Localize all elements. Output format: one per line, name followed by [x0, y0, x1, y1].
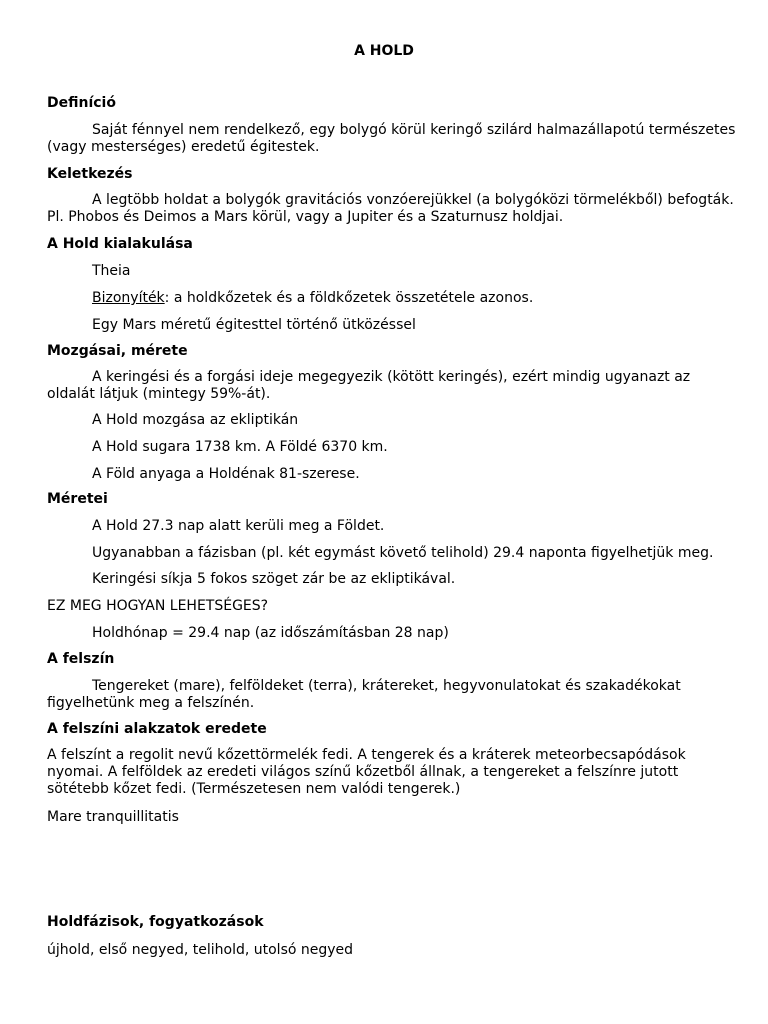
- kialakulas-proof: [92, 290, 533, 307]
- definicio-text: Saját fénnyel nem rendelkező, egy bolygó körül keringő szilárd halmazállapotú természetes (vagy mesterséges) eredetű égitestek.: [47, 122, 736, 155]
- kialakulas-collision: Egy Mars méretű égitesttel történő ütközéssel: [92, 317, 416, 333]
- proof-text: : a holdkőzetek és a földkőzetek összetétele azonos.: [164, 290, 534, 306]
- mozgasai-sugar: A Hold sugara 1738 km. A Földé 6370 km.: [92, 439, 388, 455]
- meretei-line1: A Hold 27.3 nap alatt kerüli meg a Földet.: [92, 518, 385, 534]
- mare-tranquillitatis: Mare tranquillitatis: [47, 809, 179, 825]
- heading-mozgasai: Mozgásai, mérete: [47, 343, 188, 359]
- proof-label: Bizonyíték: [92, 290, 165, 306]
- fazisok-text: újhold, első negyed, telihold, utolsó negyed: [47, 942, 354, 958]
- question-line: EZ MEG HOGYAN LEHETSÉGES?: [47, 598, 269, 614]
- mozgasai-text: A keringési és a forgási ideje megegyezik (kötött keringés), ezért mindig ugyanazt az oldalát látjuk (mintegy 59%-át).: [47, 369, 691, 402]
- meretei-line3: Keringési síkja 5 fokos szöget zár be az ekliptikával.: [92, 571, 456, 587]
- felszin-text: Tengereket (mare), felföldeket (terra), krátereket, hegyvonulatokat és szakadékokat figyelhetünk meg a felszínén.: [47, 678, 681, 711]
- meretei-line2: Ugyanabban a fázisban (pl. két egymást követő telihold) 29.4 naponta figyelhetjük meg.: [92, 545, 714, 561]
- holdhonap-line: Holdhónap = 29.4 nap (az időszámításban 28 nap): [92, 625, 449, 641]
- heading-fazisok: Holdfázisok, fogyatkozások: [47, 914, 264, 930]
- heading-kialakulas: A Hold kialakulása: [47, 236, 193, 252]
- heading-definicio: Definíció: [47, 95, 116, 111]
- heading-keletkezes: Keletkezés: [47, 166, 133, 182]
- mozgasai-anyag: A Föld anyaga a Holdénak 81-szerese.: [92, 466, 360, 482]
- alakzatok-text: A felszínt a regolit nevű kőzettörmelék fedi. A tengerek és a kráterek meteorbecsapódások nyomai. A felföldek az eredeti világos színű kőzetből állnak, a tengereket a felszínre jutott sötétebb kőzet fedi. (Természetesen nem valódi tengerek.): [47, 747, 686, 797]
- heading-meretei: Méretei: [47, 491, 108, 507]
- page-title: A HOLD: [354, 43, 414, 59]
- keletkezes-text: A legtöbb holdat a bolygók gravitációs vonzóerejükkel (a bolygóközi törmelékből) befogták. Pl. Phobos és Deimos a Mars körül, vagy a Jupiter és a Szaturnusz holdjai.: [47, 192, 734, 225]
- kialakulas-theia: Theia: [92, 263, 131, 279]
- heading-alakzatok: A felszíni alakzatok eredete: [47, 721, 267, 737]
- mozgasai-ekliptika: A Hold mozgása az ekliptikán: [92, 412, 299, 428]
- heading-felszin: A felszín: [47, 651, 115, 667]
